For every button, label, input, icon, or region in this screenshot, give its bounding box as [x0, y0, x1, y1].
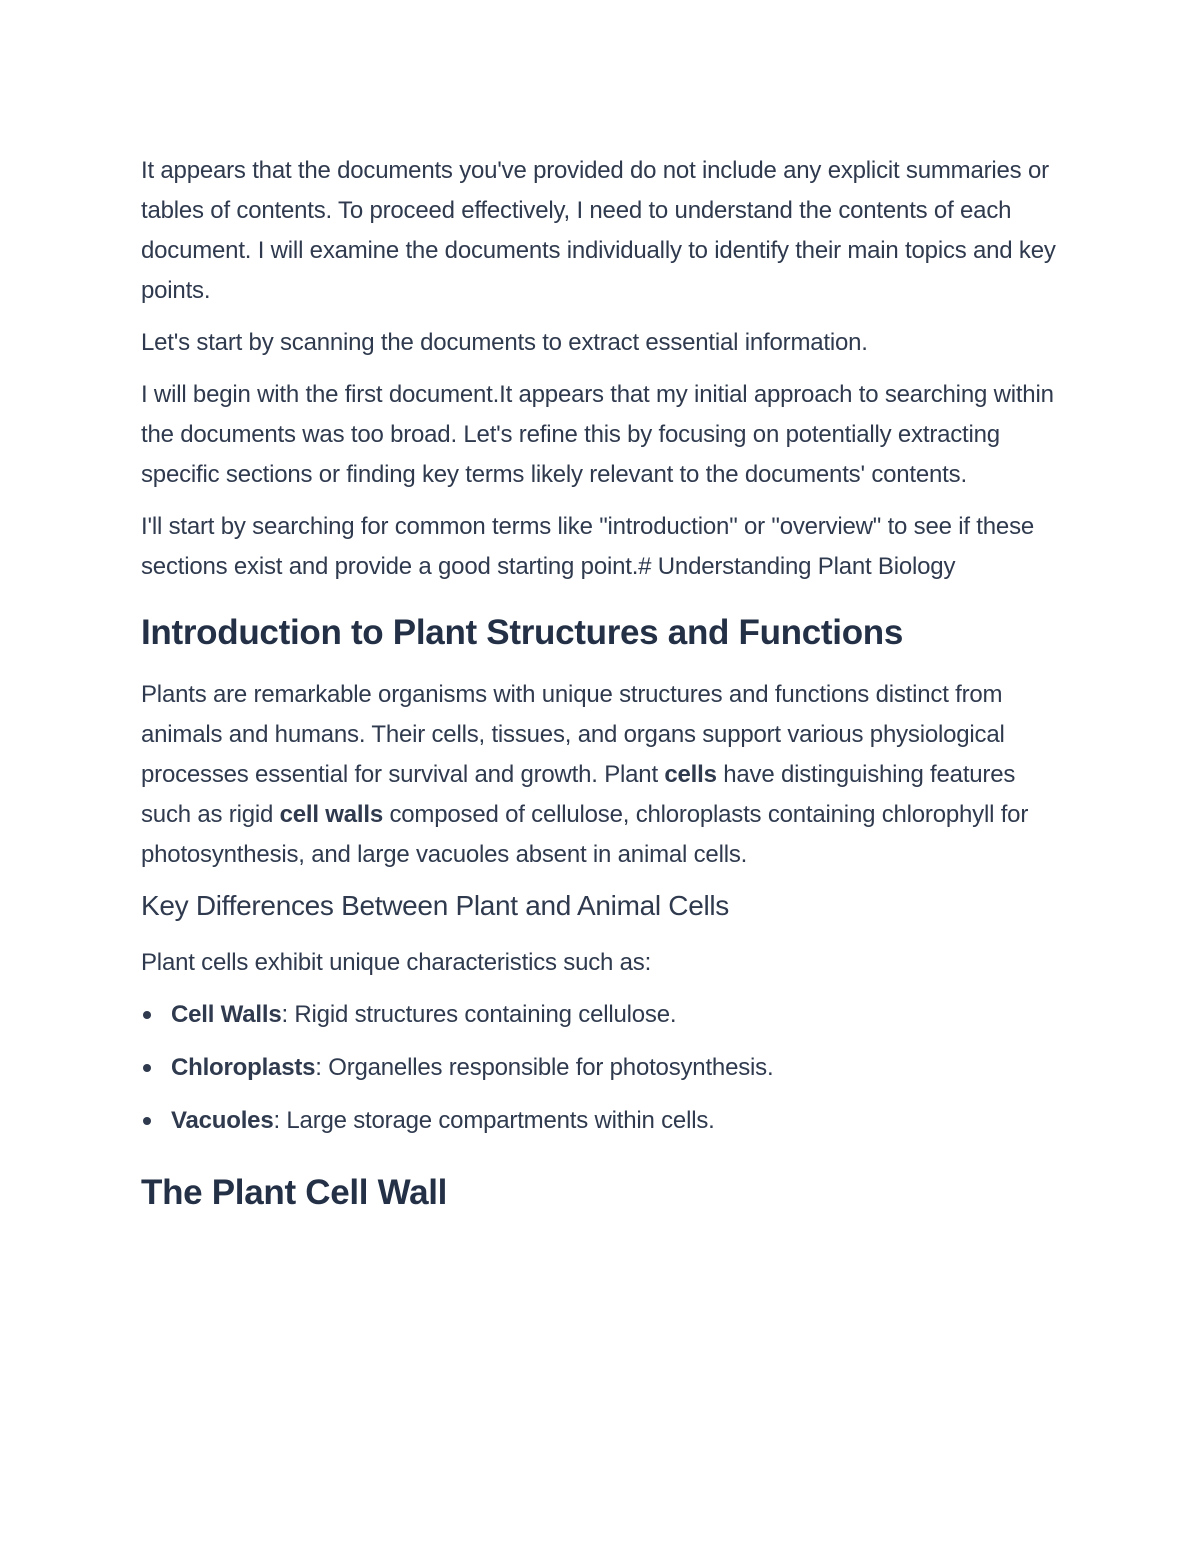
- list-item: [141, 995, 1056, 1035]
- list-item: [141, 1101, 1056, 1141]
- overview-text-c: have distinguishing features such as rigid: [141, 761, 1016, 828]
- heading-plant-cell-wall: The Plant Cell Wall: [141, 1173, 448, 1212]
- bullet-icon: [143, 1064, 151, 1072]
- bullet-icon: [143, 1117, 151, 1125]
- list-item-desc: : Large storage compartments within cells.: [273, 1107, 715, 1134]
- list-item-term: Cell Walls: [171, 1001, 282, 1028]
- paragraph-intro: It appears that the documents you've provided do not include any explicit summaries or tables of contents. To proceed effectively, I need to understand the contents of each document. I will examine the documents individually to identify their main topics and key points.: [141, 157, 1056, 304]
- list-item-term: Chloroplasts: [171, 1054, 316, 1081]
- overview-bold-cell-walls: cell walls: [279, 801, 384, 828]
- document-page: [141, 151, 1056, 1235]
- list-item-term: Vacuoles: [171, 1107, 274, 1134]
- heading-key-differences: Key Differences Between Plant and Animal Cells: [141, 890, 730, 921]
- list-item-desc: : Organelles responsible for photosynthesis.: [315, 1054, 774, 1081]
- list-item-desc: : Rigid structures containing cellulose.: [281, 1001, 677, 1028]
- bullet-icon: [143, 1011, 151, 1019]
- overview-bold-cells: cells: [664, 761, 717, 788]
- heading-plant-structures: Introduction to Plant Structures and Functions: [141, 613, 904, 652]
- overview-text-e: composed of cellulose, chloroplasts containing chlorophyll for photosynthesis, and large vacuoles absent in animal cells.: [141, 801, 1029, 868]
- list-item: [141, 1048, 1056, 1088]
- overview-text-a: Plants are remarkable organisms with unique structures and functions distinct from animals and humans. Their cells, tissues, and organs support various physiological processes essential for survival and growth. Plant: [141, 681, 1005, 788]
- paragraph-plant-overview: [141, 675, 1056, 875]
- paragraph-scan: Let's start by scanning the documents to extract essential information.: [141, 329, 868, 356]
- paragraph-search: I'll start by searching for common terms like "introduction" or "overview" to see if these sections exist and provide a good starting point.# Understanding Plant Biology: [141, 513, 1035, 580]
- paragraph-approach: I will begin with the first document.It appears that my initial approach to searching within the documents was too broad. Let's refine this by focusing on potentially extracting specific sections or finding key terms likely relevant to the documents' contents.: [141, 381, 1054, 488]
- differences-list: [141, 995, 1056, 1141]
- paragraph-differences-intro: Plant cells exhibit unique characteristics such as:: [141, 949, 652, 976]
